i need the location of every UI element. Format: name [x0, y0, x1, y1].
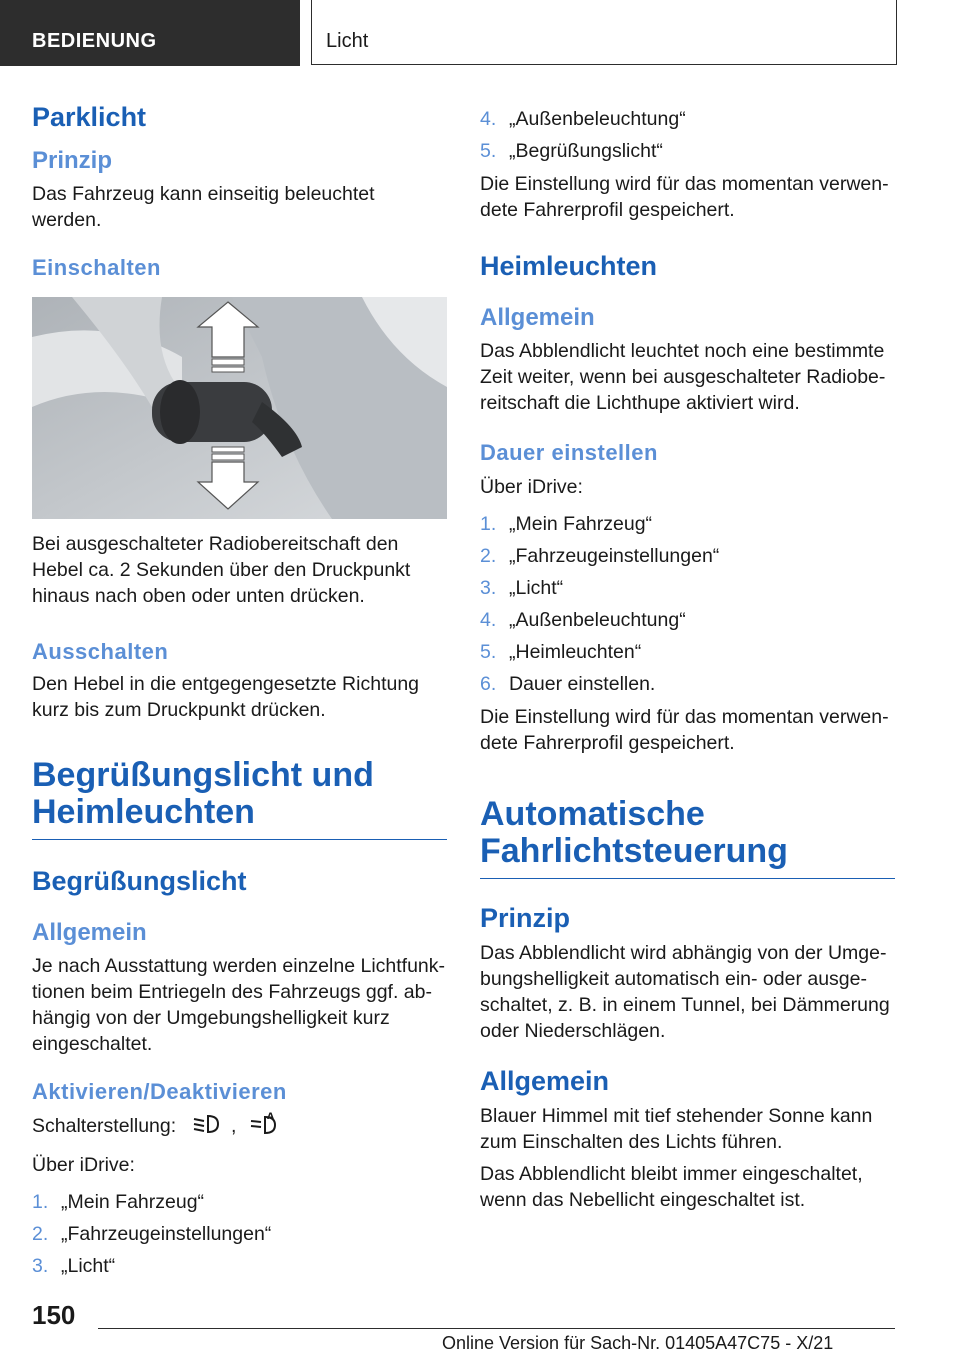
- svg-text:A: A: [266, 1112, 274, 1122]
- list-item: 2. „Fahrzeugeinstellungen“: [32, 1223, 272, 1245]
- list-item: 2. „Fahrzeugeinstellungen“: [480, 545, 720, 567]
- dauer-heading: Dauer einstellen: [480, 440, 658, 465]
- section-tab: [0, 0, 300, 66]
- chapter-label: Licht: [326, 30, 369, 52]
- auto-prinzip-text: Das Abblendlicht wird abhängig von der Umgebungshelligkeit automatisch ein- oder ausgeschaltet, z. B. in einem Tunnel, bei Dämmerung oder Niederschlägen.: [480, 942, 890, 1042]
- auto-allgemein-text-2: Das Abblendlicht bleibt immer eingeschaltet, wenn das Nebellicht eingeschaltet ist.: [480, 1163, 863, 1211]
- automatische-heading: Automatische Fahrlichtsteuerung: [480, 796, 895, 879]
- auto-prinzip-heading: Prinzip: [480, 903, 571, 933]
- list-item: 3. „Licht“: [480, 577, 564, 599]
- footer-version: Online Version für Sach-Nr. 01405A47C75 - X/21: [442, 1333, 834, 1353]
- lever-photo: [32, 297, 447, 519]
- schalter-separator: ,: [231, 1115, 237, 1137]
- list-item: 4. „Außenbeleuchtung“: [480, 609, 686, 631]
- parklicht-prinzip-heading: Prinzip: [32, 147, 113, 174]
- begruessung-idrive-label: Über iDrive:: [32, 1154, 135, 1176]
- list-item: 4. „Außenbeleuchtung“: [480, 108, 686, 130]
- parklicht-prinzip-text: Das Fahrzeug kann einseitig beleuchtet werden.: [32, 183, 375, 231]
- aktivieren-heading: Aktivieren/Deaktivieren: [32, 1079, 287, 1104]
- footer-divider: [98, 1328, 895, 1329]
- begruessung-allgemein-text: Je nach Ausstattung werden einzelne Lichtfunktionen beim Entriegeln des Fahrzeugs ggf. abhängig von der Umgebungshelligkeit kurz eingeschaltet.: [32, 955, 446, 1055]
- begruessungslicht-heading: Begrüßungslicht: [32, 866, 247, 896]
- heim-steps: [480, 508, 895, 700]
- save-text-1: Die Einstellung wird für das momentan verwendete Fahrerprofil gespeichert.: [480, 173, 889, 221]
- begruessung-heading: Begrüßungslicht und Heimleuchten: [32, 757, 447, 840]
- schalterstellung-line: [32, 1111, 447, 1142]
- left-column: [32, 100, 447, 1282]
- right-column: [480, 103, 895, 1213]
- list-item: 1. „Mein Fahrzeug“: [32, 1191, 205, 1213]
- auto-allgemein-text-1: Blauer Himmel mit tief stehender Sonne kann zum Einschalten des Lichts führen.: [480, 1105, 873, 1153]
- begruessung-steps: [32, 1186, 447, 1282]
- auto-allgemein-heading: Allgemein: [480, 1066, 610, 1096]
- einschalten-heading: Einschalten: [32, 255, 161, 280]
- list-item: 3. „Licht“: [32, 1255, 116, 1277]
- low-beam-icon: [192, 1113, 220, 1142]
- lever-illustration: [32, 297, 447, 519]
- section-label: BEDIENUNG: [32, 30, 157, 52]
- list-item: 5. „Begrüßungslicht“: [480, 140, 663, 162]
- heim-allgemein-heading: Allgemein: [480, 304, 595, 331]
- schalter-label: Schalterstellung:: [32, 1115, 177, 1137]
- heim-allgemein-text: Das Abblendlicht leuchtet noch eine bestimmte Zeit weiter, wenn bei ausgeschalteter Radiobereitschaft die Lichthupe aktiviert wird.: [480, 340, 886, 414]
- begruessung-steps-cont: [480, 103, 895, 167]
- auto-light-icon: [248, 1111, 278, 1142]
- parklicht-heading: Parklicht: [32, 102, 147, 132]
- chapter-tab: [311, 0, 897, 65]
- page-number: 150: [32, 1300, 76, 1330]
- begruessung-allgemein-heading: Allgemein: [32, 919, 147, 946]
- list-item: 5. „Heimleuchten“: [480, 641, 642, 663]
- list-item: 6. Dauer einstellen.: [480, 673, 656, 695]
- heim-idrive-label: Über iDrive:: [480, 476, 583, 498]
- ausschalten-text: Den Hebel in die entgegengesetzte Richtung kurz bis zum Druckpunkt drücken.: [32, 673, 420, 721]
- save-text-2: Die Einstellung wird für das momentan verwendete Fahrerprofil gespeichert.: [480, 706, 889, 754]
- ausschalten-heading: Ausschalten: [32, 639, 169, 664]
- page-header: [0, 0, 960, 66]
- list-item: 1. „Mein Fahrzeug“: [480, 513, 653, 535]
- einschalten-text: Bei ausgeschalteter Radiobereitschaft den Hebel ca. 2 Sekunden über den Druckpunkt hinaus nach oben oder unten drücken.: [32, 533, 411, 607]
- heimleuchten-heading: Heimleuchten: [480, 251, 658, 281]
